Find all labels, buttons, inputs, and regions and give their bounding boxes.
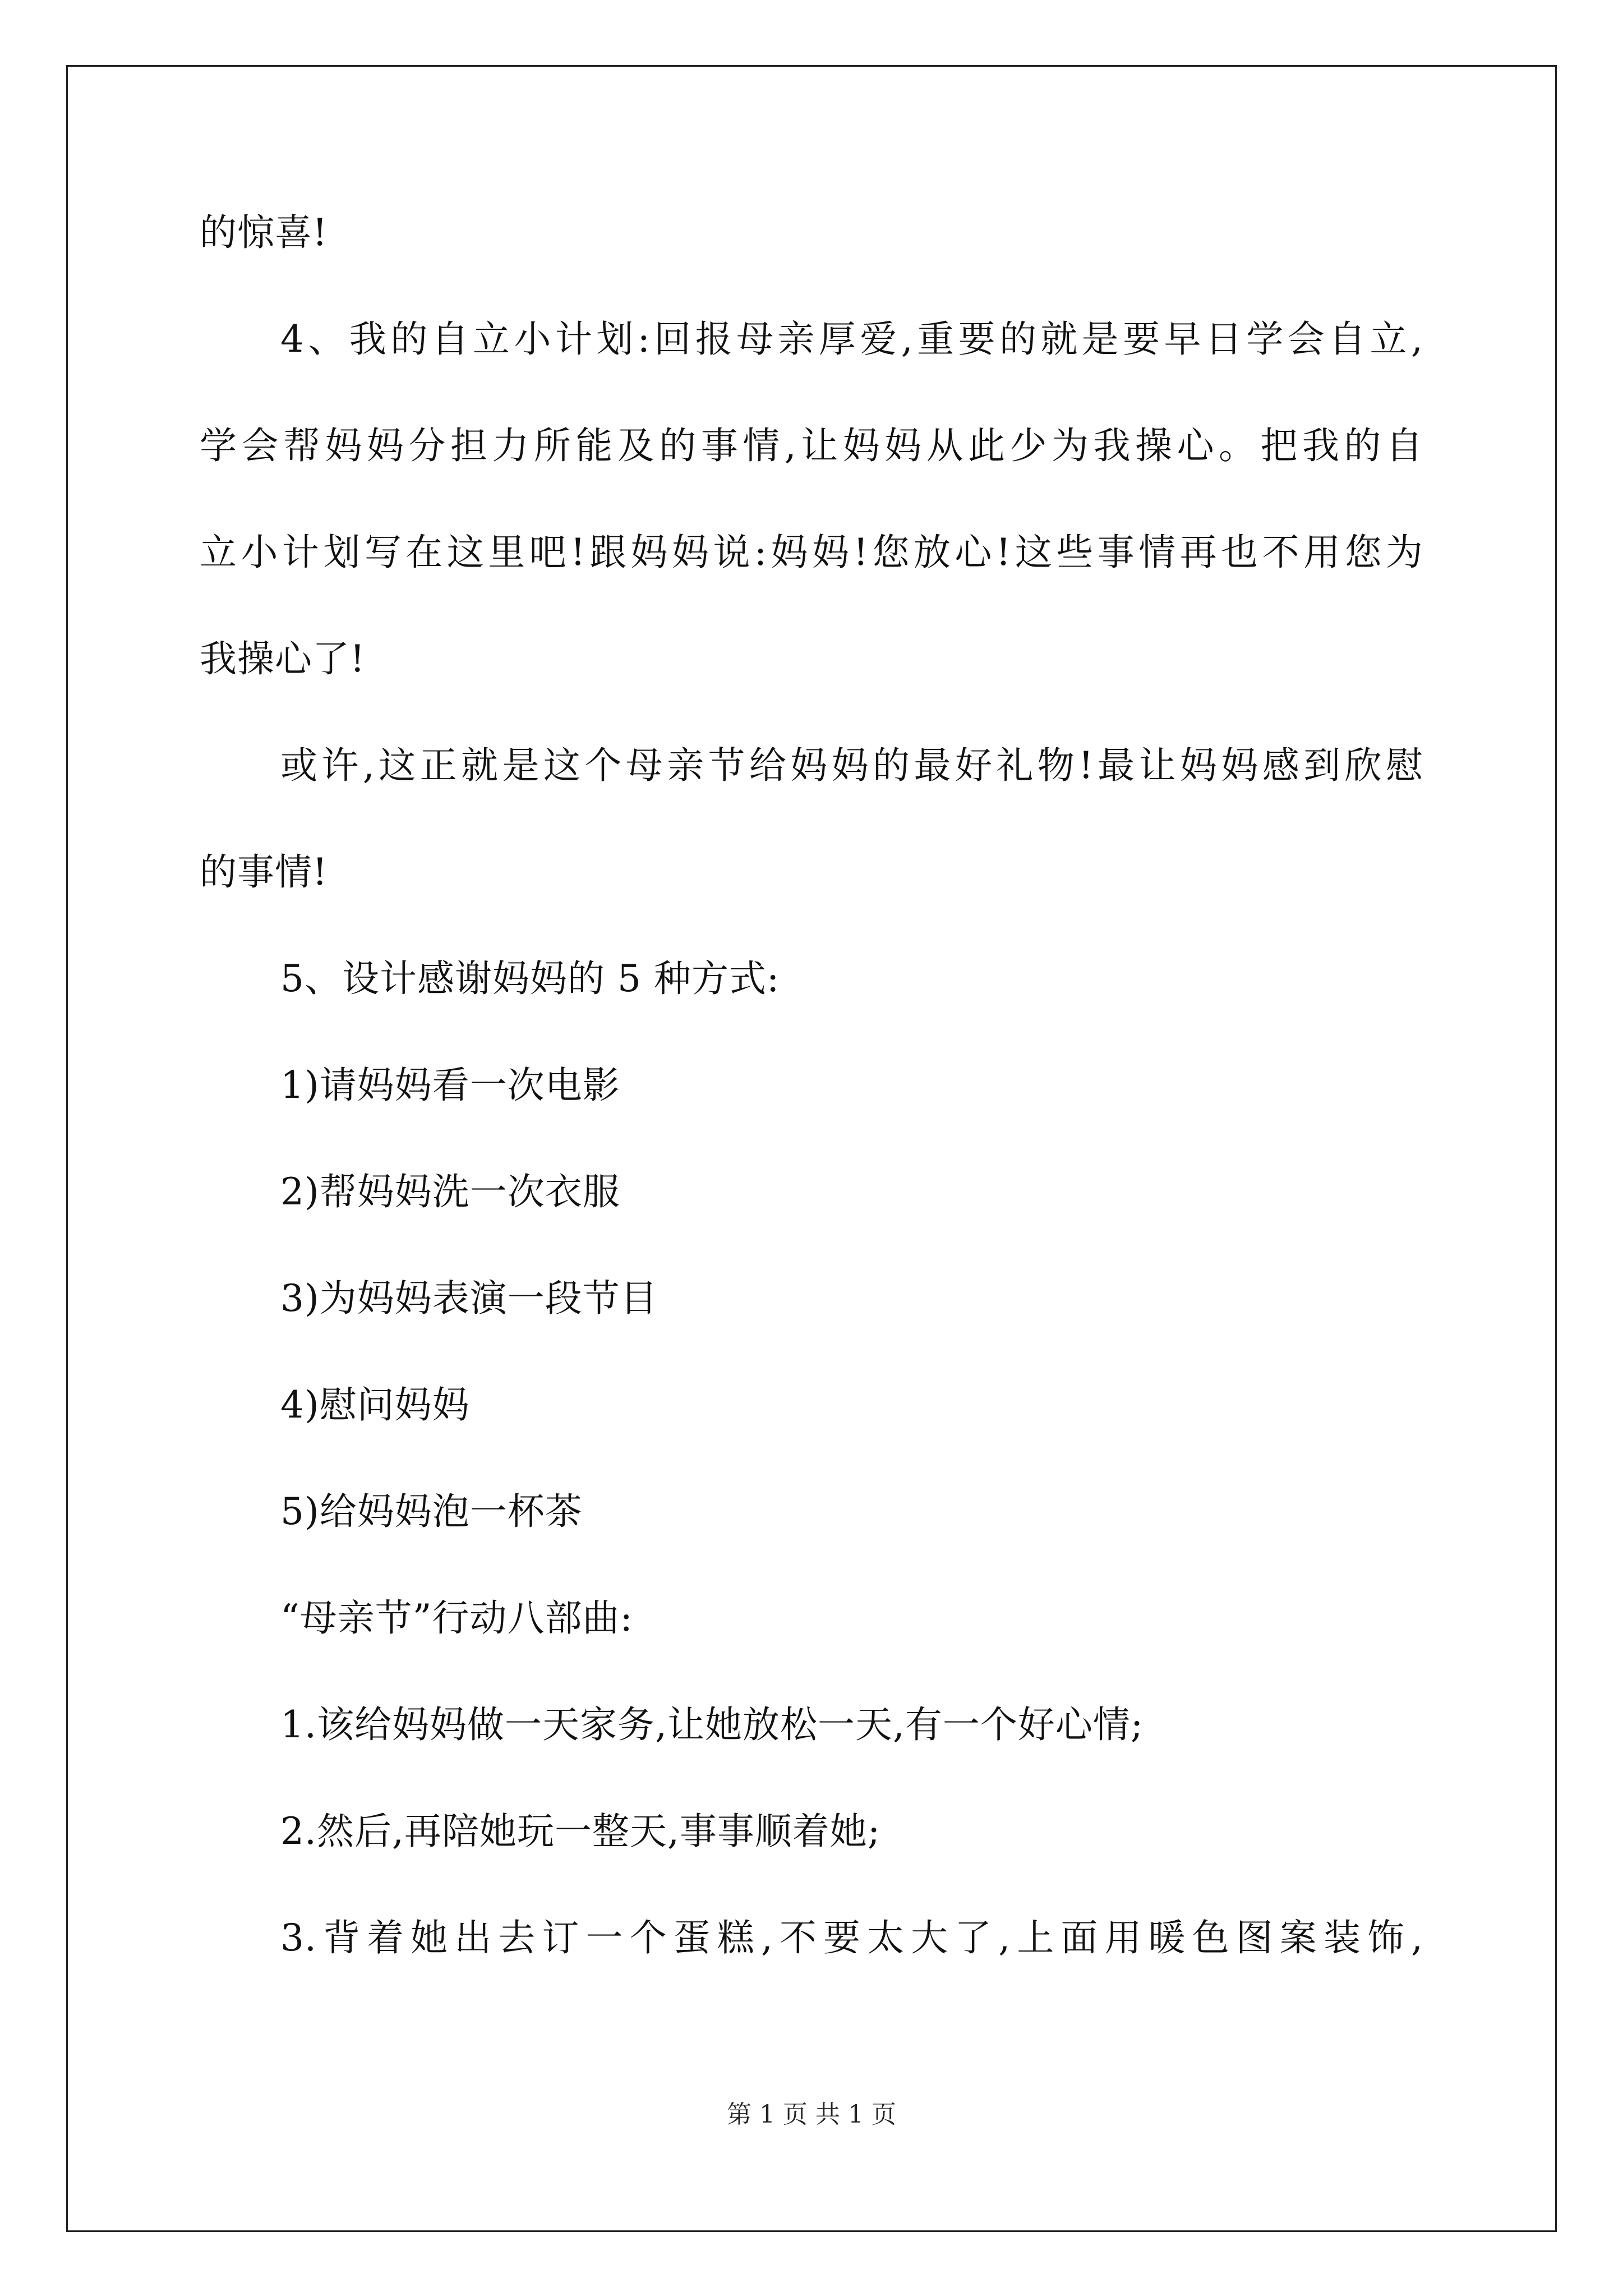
paragraph-line: 4、我的自立小计划:回报母亲厚爱,重要的就是要早日学会自立, — [280, 318, 1423, 361]
page-border — [66, 65, 1557, 2232]
list-item: 3)为妈妈表演一段节目 — [280, 1277, 658, 1320]
section-heading: 5、设计感谢妈妈的 5 种方式: — [280, 957, 780, 1000]
list-item: 3.背着她出去订一个蛋糕,不要太大了,上面用暖色图案装饰, — [280, 1916, 1423, 1959]
list-item: 1.该给妈妈做一天家务,让她放松一天,有一个好心情; — [280, 1703, 1144, 1746]
paragraph-line: 的惊喜! — [200, 211, 328, 254]
list-item: 2.然后,再陪她玩一整天,事事顺着她; — [280, 1810, 881, 1853]
paragraph-line: 的事情! — [200, 850, 328, 894]
list-item: 1)请妈妈看一次电影 — [280, 1064, 620, 1107]
list-item: 4)慰问妈妈 — [280, 1383, 470, 1427]
page-footer: 第 1 页 共 1 页 — [727, 2100, 896, 2129]
list-item: 5)给妈妈泡一杯茶 — [280, 1490, 583, 1533]
section-heading: “母亲节”行动八部曲: — [280, 1596, 633, 1640]
paragraph-line: 我操心了! — [200, 637, 366, 680]
paragraph-line: 学会帮妈妈分担力所能及的事情,让妈妈从此少为我操心。把我的自 — [200, 424, 1423, 467]
paragraph-line: 立小计划写在这里吧!跟妈妈说:妈妈!您放心!这些事情再也不用您为 — [200, 531, 1423, 574]
list-item: 2)帮妈妈洗一次衣服 — [280, 1170, 620, 1213]
paragraph-line: 或许,这正就是这个母亲节给妈妈的最好礼物!最让妈妈感到欣慰 — [280, 744, 1423, 787]
